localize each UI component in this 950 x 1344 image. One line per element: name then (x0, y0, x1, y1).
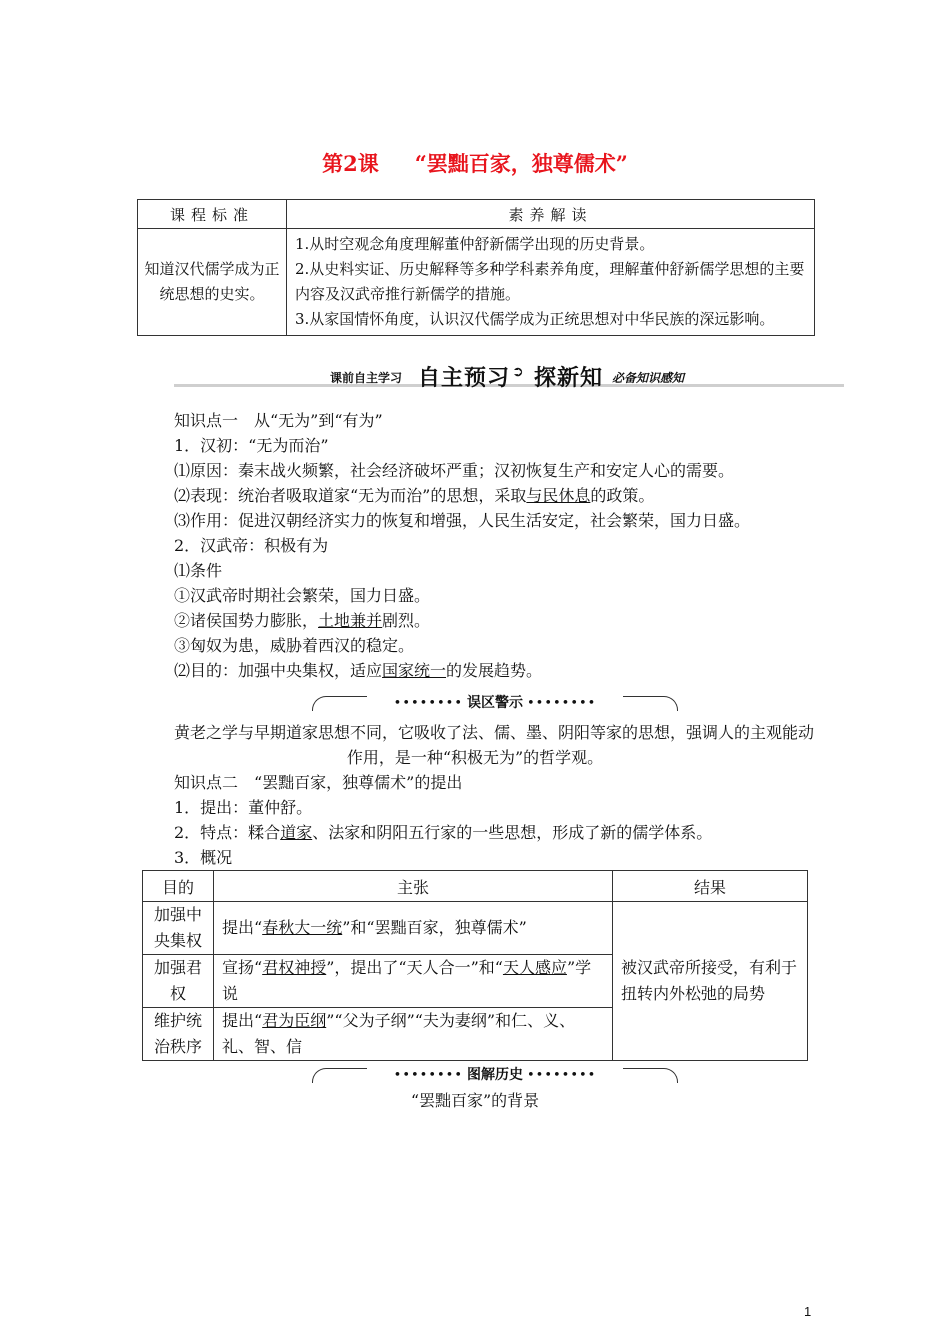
k2-title: 知识点二 “罢黜百家，独尊儒术”的提出 (174, 773, 463, 792)
section-banner (174, 360, 844, 392)
page-title: 第2课 “罢黜百家，独尊儒术” (322, 151, 628, 176)
k1-s2: 2．汉武帝：积极有为 (174, 536, 329, 555)
k1-c3: ③匈奴为患，威胁着西汉的稳定。 (174, 636, 415, 655)
literacy-item: 3.从家国情怀角度，认识汉代儒学成为正统思想对中华民族的深远影响。 (295, 310, 775, 328)
curriculum-standards-table (137, 199, 815, 336)
purpose-cell: 维护统治秩序 (143, 1008, 214, 1061)
illustration-divider: •••••••• 图解历史 •••••••• (312, 1060, 678, 1082)
k1-s2b: ⑵目的：加强中央集权，适应国家统一的发展趋势。 (174, 661, 543, 680)
standard-text: 知道汉代儒学成为正统思想的史实。 (138, 229, 287, 336)
literacy-item: 1.从时空观念角度理解董仲舒新儒学出现的历史背景。 (295, 235, 655, 253)
warning-label: 误区警示 (467, 695, 523, 711)
result-cell: 被汉武帝所接受，有利于扭转内外松弛的局势 (613, 902, 808, 1061)
k1-s1: 1．汉初：“无为而治” (174, 436, 329, 455)
warning-line-1: 黄老之学与早期道家思想不同，它吸收了法、儒、墨、阴阳等家的思想，强调人的主观能动 (174, 723, 815, 742)
k2-p2: 2．特点：糅合道家、法家和阴阳五行家的一些思想，形成了新的儒学体系。 (174, 823, 713, 842)
k1-s1b: ⑵表现：统治者吸取道家“无为而治”的思想，采取与民休息的政策。 (174, 486, 655, 505)
purpose-cell: 加强中央集权 (143, 902, 214, 955)
literacy-item: 2.从史料实证、历史解释等多种学科素养角度，理解董仲舒新儒学思想的主要内容及汉武帝推行新儒学的措施。 (295, 260, 805, 303)
header-purpose: 目的 (143, 871, 214, 902)
proposal-cell: 提出“春秋大一统”和“罢黜百家，独尊儒术” (214, 902, 613, 955)
purpose-cell: 加强君权 (143, 955, 214, 1008)
k1-c2: ②诸侯国势力膨胀，土地兼并剧烈。 (174, 611, 431, 630)
page-number: 1 (804, 1304, 812, 1319)
overview-table (142, 870, 808, 1061)
illustration-label: 图解历史 (467, 1067, 523, 1083)
header-result: 结果 (613, 871, 808, 902)
literacy-list (287, 229, 815, 336)
banner-post: 必备知识感知 (612, 371, 685, 385)
k1-c1: ①汉武帝时期社会繁荣，国力日盛。 (174, 586, 431, 605)
proposal-cell: 宣扬“君权神授”，提出了“天人合一”和“天人感应”学说 (214, 955, 613, 1008)
banner-main-2: 探新知 (534, 365, 604, 391)
header-standard: 课程标准 (138, 200, 287, 229)
banner-main-1: 自主预习 (418, 365, 511, 391)
k1-s1c: ⑶作用：促进汉朝经济实力的恢复和增强，人民生活安定，社会繁荣，国力日盛。 (174, 511, 751, 530)
k1-s2a: ⑴条件 (174, 561, 223, 580)
k2-p1: 1．提出：董仲舒。 (174, 798, 313, 817)
illustration-caption: “罢黜百家”的背景 (410, 1091, 540, 1110)
warning-divider: •••••••• 误区警示 •••••••• (312, 688, 678, 710)
proposal-cell: 提出“君为臣纲”“父为子纲”“夫为妻纲”和仁、义、礼、智、信 (214, 1008, 613, 1061)
header-literacy: 素养解读 (287, 200, 815, 229)
k1-s1a: ⑴原因：秦末战火频繁，社会经济破坏严重；汉初恢复生产和安定人心的需要。 (174, 461, 735, 480)
banner-pre: 课前自主学习 (330, 371, 403, 385)
header-proposal: 主张 (214, 871, 613, 902)
warning-line-2: 作用，是一种“积极无为”的哲学观。 (346, 748, 604, 767)
arrow-icon: ➲ (512, 364, 524, 380)
k2-p3: 3．概况 (174, 848, 233, 867)
k1-title: 知识点一 从“无为”到“有为” (174, 411, 383, 430)
